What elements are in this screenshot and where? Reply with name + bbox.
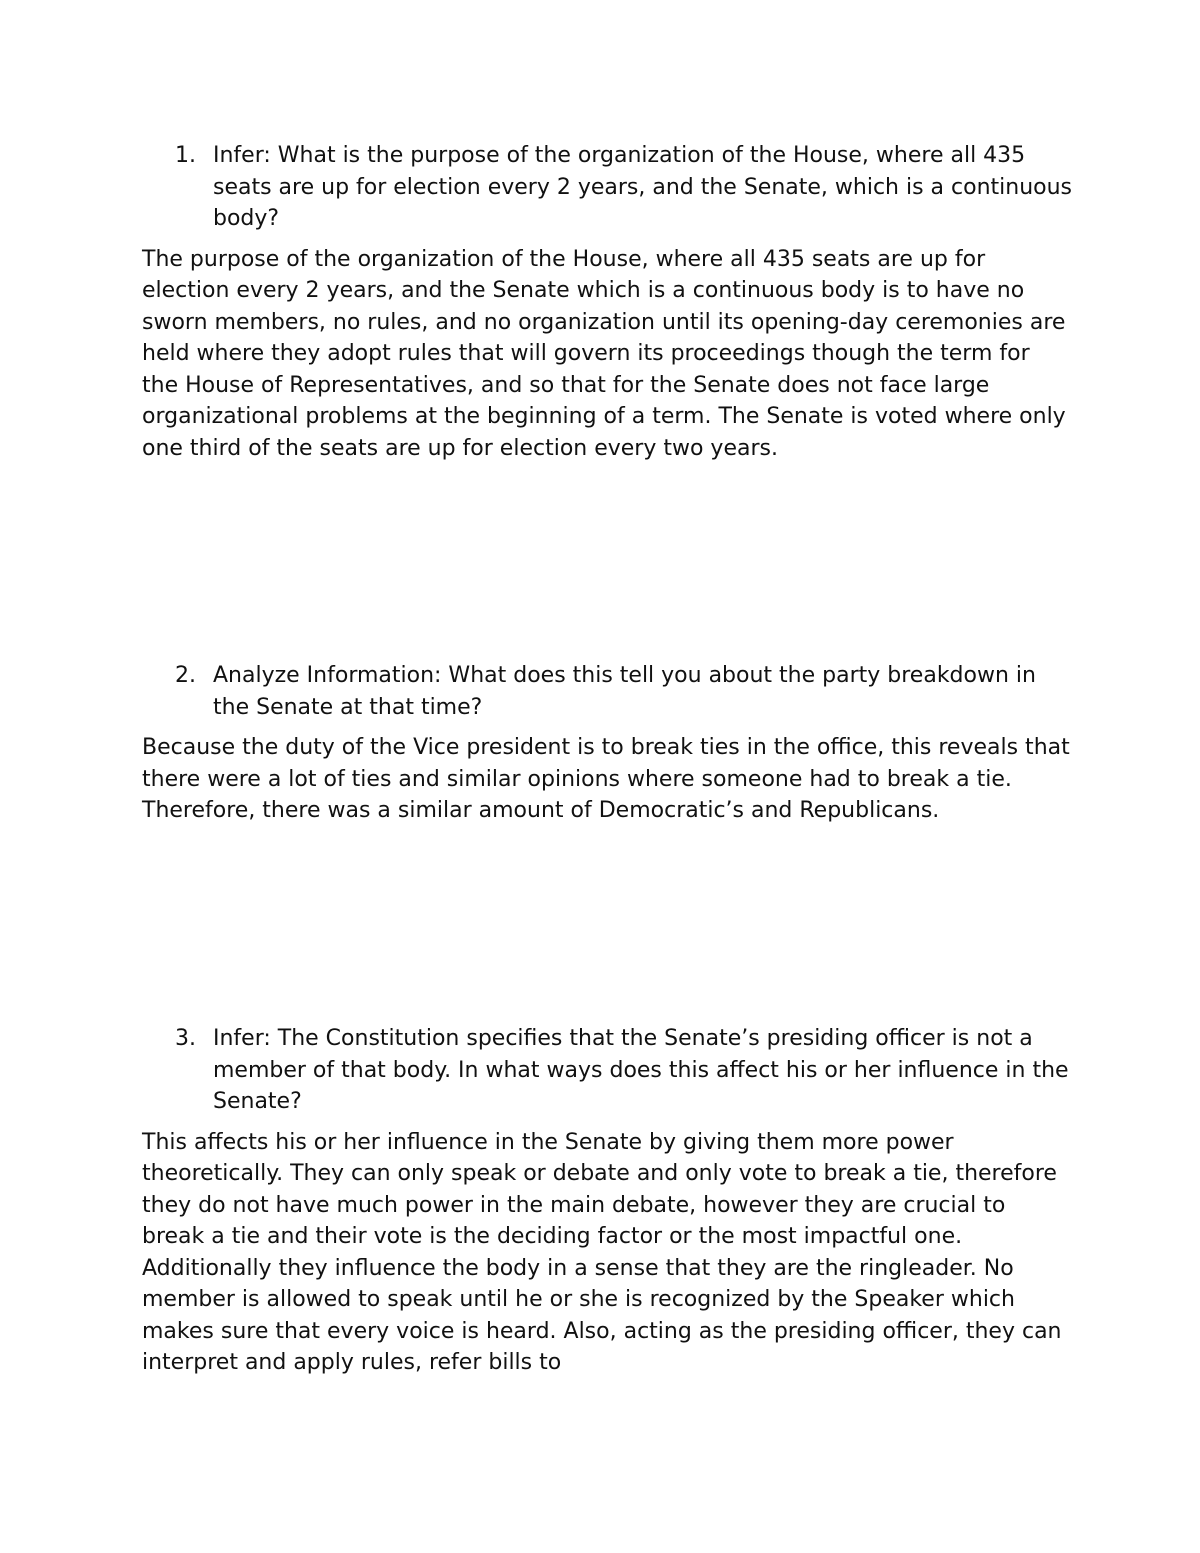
question-block-2 (0, 660, 1200, 827)
question-number-3: 3. (175, 1026, 196, 1051)
question-2 (175, 660, 1073, 723)
answer-2: Because the duty of the Vice president is to break ties in the office, this reveals that there were a lot of ties and similar opinions where someone had to break a tie. Therefore, there was a similar amount of Democratic’s and Republicans. (142, 735, 1070, 823)
question-number-2: 2. (175, 663, 196, 688)
question-block-1 (0, 140, 1200, 464)
answer-3: This affects his or her influence in the Senate by giving them more power theoretically. They can only speak or debate and only vote to break a tie, therefore they do not have much power in the main debate, however they are crucial to break a tie and their vote is the deciding factor or the most impactful one. Additionally they influence the body in a sense that they are the ringleader. No member is allowed to speak until he or she is recognized by the Speaker which makes sure that every voice is heard. Also, acting as the presiding officer, they can interpret and apply rules, refer bills to (142, 1129, 1062, 1375)
question-text-1: Infer: What is the purpose of the organization of the House, where all 435 seats are up for election every 2 years, and the Senate, which is a continuous body? (213, 143, 1073, 231)
question-text-2: Analyze Information: What does this tell you about the party breakdown in the Senate at that time? (213, 663, 1036, 720)
question-3 (175, 1023, 1073, 1118)
answer-1: The purpose of the organization of the House, where all 435 seats are up for election every 2 years, and the Senate which is a continuous body is to have no sworn members, no rules, and no organization until its opening-day ceremonies are held where they adopt rules that will govern its proceedings though the term for the House of Representatives, and so that for the Senate does not face large organizational problems at the beginning of a term. The Senate is voted where only one third of the seats are up for election every two years. (142, 246, 1066, 461)
question-number-1: 1. (175, 143, 196, 168)
question-block-3 (0, 1023, 1200, 1379)
question-text-3: Infer: The Constitution specifies that the Senate’s presiding officer is not a member of that body. In what ways does this affect his or her influence in the Senate? (213, 1026, 1069, 1114)
question-1 (175, 140, 1073, 235)
